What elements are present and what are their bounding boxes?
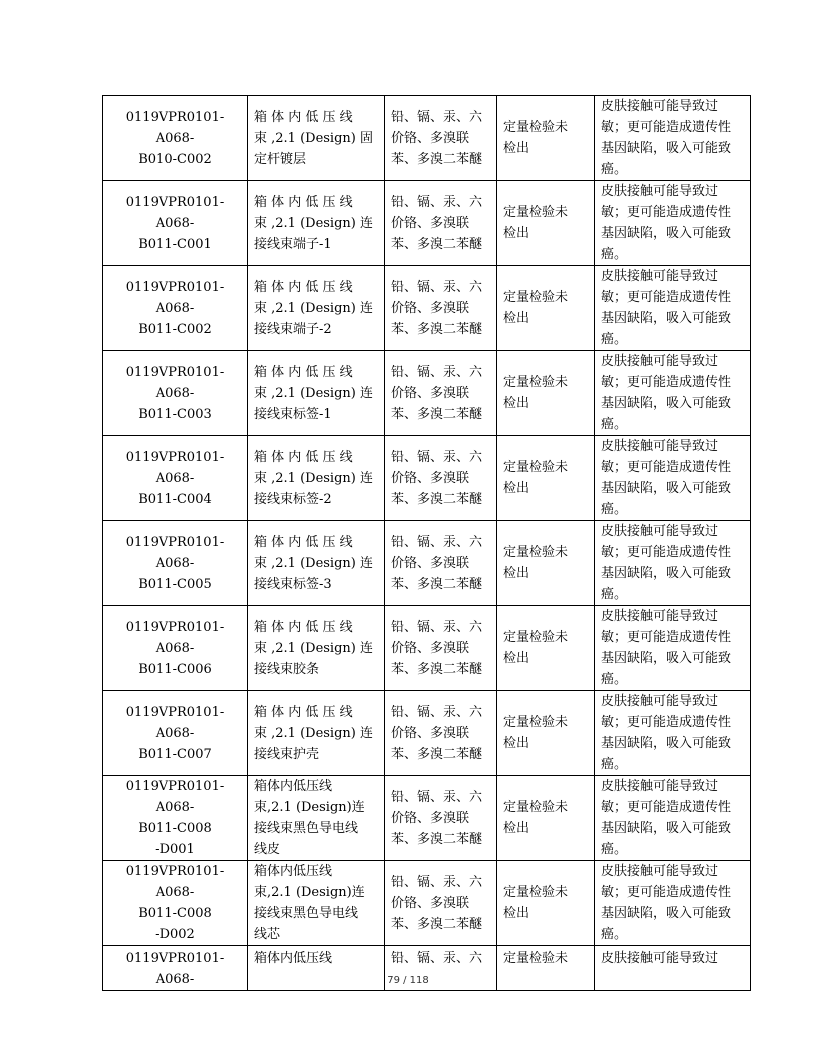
substance-table bbox=[102, 95, 751, 991]
part-id-cell: 0119VPR0101-A068- B011-C003 bbox=[103, 351, 248, 436]
test-result-cell: 定量检验未 检出 bbox=[497, 521, 595, 606]
part-id-cell: 0119VPR0101-A068- B011-C008 -D001 bbox=[103, 776, 248, 861]
substances-cell: 铅、镉、汞、六 价铬、多溴联 苯、多溴二苯醚 bbox=[385, 691, 497, 776]
substances-cell: 铅、镉、汞、六 价铬、多溴联 苯、多溴二苯醚 bbox=[385, 776, 497, 861]
risk-cell: 皮肤接触可能导致过 敏；更可能造成遗传性 基因缺陷，吸入可能致 癌。 bbox=[595, 181, 751, 266]
substances-cell: 铅、镉、汞、六 bbox=[385, 946, 497, 991]
substances-cell: 铅、镉、汞、六 价铬、多溴联 苯、多溴二苯醚 bbox=[385, 181, 497, 266]
part-description-cell: 箱 体 内 低 压 线 束 ,2.1 (Design) 连 接线束标签-1 bbox=[248, 351, 385, 436]
test-result-cell: 定量检验未 bbox=[497, 946, 595, 991]
test-result-cell: 定量检验未 检出 bbox=[497, 96, 595, 181]
part-description-cell: 箱体内低压线 bbox=[248, 946, 385, 991]
part-id-cell: 0119VPR0101-A068- bbox=[103, 946, 248, 991]
test-result-cell: 定量检验未 检出 bbox=[497, 776, 595, 861]
part-id-cell: 0119VPR0101-A068- B011-C006 bbox=[103, 606, 248, 691]
part-description-cell: 箱 体 内 低 压 线 束 ,2.1 (Design) 连 接线束端子-2 bbox=[248, 266, 385, 351]
test-result-cell: 定量检验未 检出 bbox=[497, 351, 595, 436]
table-row bbox=[103, 691, 751, 776]
risk-cell: 皮肤接触可能导致过 敏；更可能造成遗传性 基因缺陷，吸入可能致 癌。 bbox=[595, 266, 751, 351]
table-row bbox=[103, 776, 751, 861]
part-description-cell: 箱 体 内 低 压 线 束 ,2.1 (Design) 连 接线束胶条 bbox=[248, 606, 385, 691]
risk-cell: 皮肤接触可能导致过 敏；更可能造成遗传性 基因缺陷，吸入可能致 癌。 bbox=[595, 606, 751, 691]
part-description-cell: 箱体内低压线 束,2.1 (Design)连 接线束黑色导电线 线皮 bbox=[248, 776, 385, 861]
test-result-cell: 定量检验未 检出 bbox=[497, 181, 595, 266]
test-result-cell: 定量检验未 检出 bbox=[497, 861, 595, 946]
substances-cell: 铅、镉、汞、六 价铬、多溴联 苯、多溴二苯醚 bbox=[385, 606, 497, 691]
table-row bbox=[103, 351, 751, 436]
substances-cell: 铅、镉、汞、六 价铬、多溴联 苯、多溴二苯醚 bbox=[385, 861, 497, 946]
table-row bbox=[103, 606, 751, 691]
test-result-cell: 定量检验未 检出 bbox=[497, 606, 595, 691]
substances-cell: 铅、镉、汞、六 价铬、多溴联 苯、多溴二苯醚 bbox=[385, 521, 497, 606]
table-row bbox=[103, 266, 751, 351]
part-description-cell: 箱 体 内 低 压 线 束 ,2.1 (Design) 连 接线束端子-1 bbox=[248, 181, 385, 266]
test-result-cell: 定量检验未 检出 bbox=[497, 266, 595, 351]
substances-cell: 铅、镉、汞、六 价铬、多溴联 苯、多溴二苯醚 bbox=[385, 436, 497, 521]
risk-cell: 皮肤接触可能导致过 bbox=[595, 946, 751, 991]
part-id-cell: 0119VPR0101-A068- B011-C008 -D002 bbox=[103, 861, 248, 946]
table-row bbox=[103, 436, 751, 521]
risk-cell: 皮肤接触可能导致过 敏；更可能造成遗传性 基因缺陷，吸入可能致 癌。 bbox=[595, 776, 751, 861]
test-result-cell: 定量检验未 检出 bbox=[497, 691, 595, 776]
part-description-cell: 箱 体 内 低 压 线 束 ,2.1 (Design) 连 接线束标签-2 bbox=[248, 436, 385, 521]
table-row bbox=[103, 96, 751, 181]
risk-cell: 皮肤接触可能导致过 敏；更可能造成遗传性 基因缺陷，吸入可能致 癌。 bbox=[595, 96, 751, 181]
page-number: 79 / 118 bbox=[387, 975, 429, 986]
part-description-cell: 箱 体 内 低 压 线 束 ,2.1 (Design) 连 接线束标签-3 bbox=[248, 521, 385, 606]
risk-cell: 皮肤接触可能导致过 敏；更可能造成遗传性 基因缺陷，吸入可能致 癌。 bbox=[595, 521, 751, 606]
part-id-cell: 0119VPR0101-A068- B011-C007 bbox=[103, 691, 248, 776]
part-description-cell: 箱 体 内 低 压 线 束 ,2.1 (Design) 固 定杆镀层 bbox=[248, 96, 385, 181]
risk-cell: 皮肤接触可能导致过 敏；更可能造成遗传性 基因缺陷，吸入可能致 癌。 bbox=[595, 351, 751, 436]
part-id-cell: 0119VPR0101-A068- B011-C002 bbox=[103, 266, 248, 351]
part-description-cell: 箱体内低压线 束,2.1 (Design)连 接线束黑色导电线 线芯 bbox=[248, 861, 385, 946]
part-description-cell: 箱 体 内 低 压 线 束 ,2.1 (Design) 连 接线束护壳 bbox=[248, 691, 385, 776]
risk-cell: 皮肤接触可能导致过 敏；更可能造成遗传性 基因缺陷，吸入可能致 癌。 bbox=[595, 436, 751, 521]
table-row bbox=[103, 521, 751, 606]
table-row bbox=[103, 861, 751, 946]
risk-cell: 皮肤接触可能导致过 敏；更可能造成遗传性 基因缺陷，吸入可能致 癌。 bbox=[595, 861, 751, 946]
substances-cell: 铅、镉、汞、六 价铬、多溴联 苯、多溴二苯醚 bbox=[385, 351, 497, 436]
table-row bbox=[103, 181, 751, 266]
risk-cell: 皮肤接触可能导致过 敏；更可能造成遗传性 基因缺陷，吸入可能致 癌。 bbox=[595, 691, 751, 776]
part-id-cell: 0119VPR0101-A068- B011-C005 bbox=[103, 521, 248, 606]
part-id-cell: 0119VPR0101-A068- B011-C004 bbox=[103, 436, 248, 521]
test-result-cell: 定量检验未 检出 bbox=[497, 436, 595, 521]
part-id-cell: 0119VPR0101-A068- B010-C002 bbox=[103, 96, 248, 181]
substances-cell: 铅、镉、汞、六 价铬、多溴联 苯、多溴二苯醚 bbox=[385, 96, 497, 181]
part-id-cell: 0119VPR0101-A068- B011-C001 bbox=[103, 181, 248, 266]
substances-cell: 铅、镉、汞、六 价铬、多溴联 苯、多溴二苯醚 bbox=[385, 266, 497, 351]
